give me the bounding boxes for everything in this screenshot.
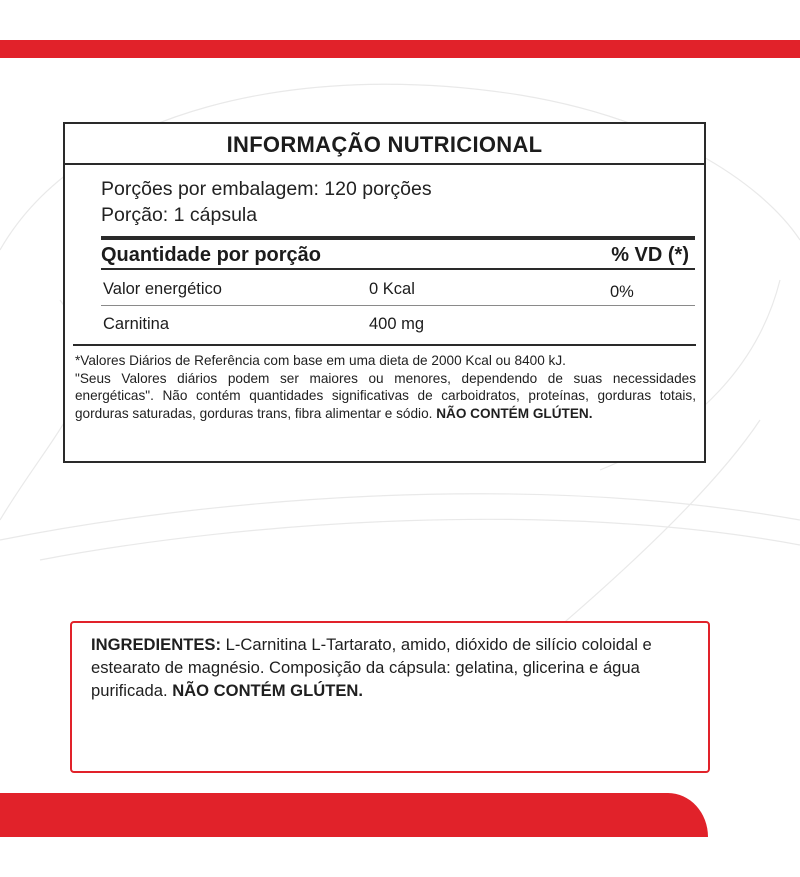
footnote-disclaimer-text: "Seus Valores diários podem ser maiores ou menores, dependendo de suas necessidades energéticas". Não contém quantidades significativas de carboidratos, proteínas, gorduras totais, gorduras saturadas, gorduras trans, fibra alimentar e sódio. [75,370,696,421]
ingredients-list: L-Carnitina L-Tartarato, amido, dióxido de silício coloidal e estearato de magnésio. Composição da cápsula: gelatina, glicerina e água purificada. [91,635,652,700]
footnote-reference: *Valores Diários de Referência com base em uma dieta de 2000 Kcal ou 8400 kJ. [75,353,566,368]
nutrition-title: INFORMAÇÃO NUTRICIONAL [65,124,704,165]
nutrient-amount: 400 mg [369,315,425,333]
footnote-disclaimer [75,370,696,423]
table-row [101,307,695,341]
quantity-header: Quantidade por porção [101,244,322,266]
nutrition-facts-table [63,122,706,463]
footnote [75,352,696,422]
footnote-divider [73,344,696,346]
nutrient-dv: 0% [610,283,634,301]
ingredients-box [70,621,710,773]
ingredients-label: INGREDIENTES: [91,635,221,654]
servings-per-package: Porções por embalagem: 120 porções [101,178,432,200]
nutrient-amount: 0 Kcal [369,280,415,298]
serving-size: Porção: 1 cápsula [101,204,258,226]
nutrient-name: Valor energético [103,280,222,298]
ingredients-gluten-note: NÃO CONTÉM GLÚTEN. [172,681,364,700]
table-row [101,272,695,306]
bottom-red-band [0,793,708,837]
ingredients-text [91,633,691,702]
gluten-free-note: NÃO CONTÉM GLÚTEN. [436,405,593,421]
nutrient-name: Carnitina [103,315,170,333]
table-header [101,236,695,270]
daily-value-header: % VD (*) [611,244,689,266]
